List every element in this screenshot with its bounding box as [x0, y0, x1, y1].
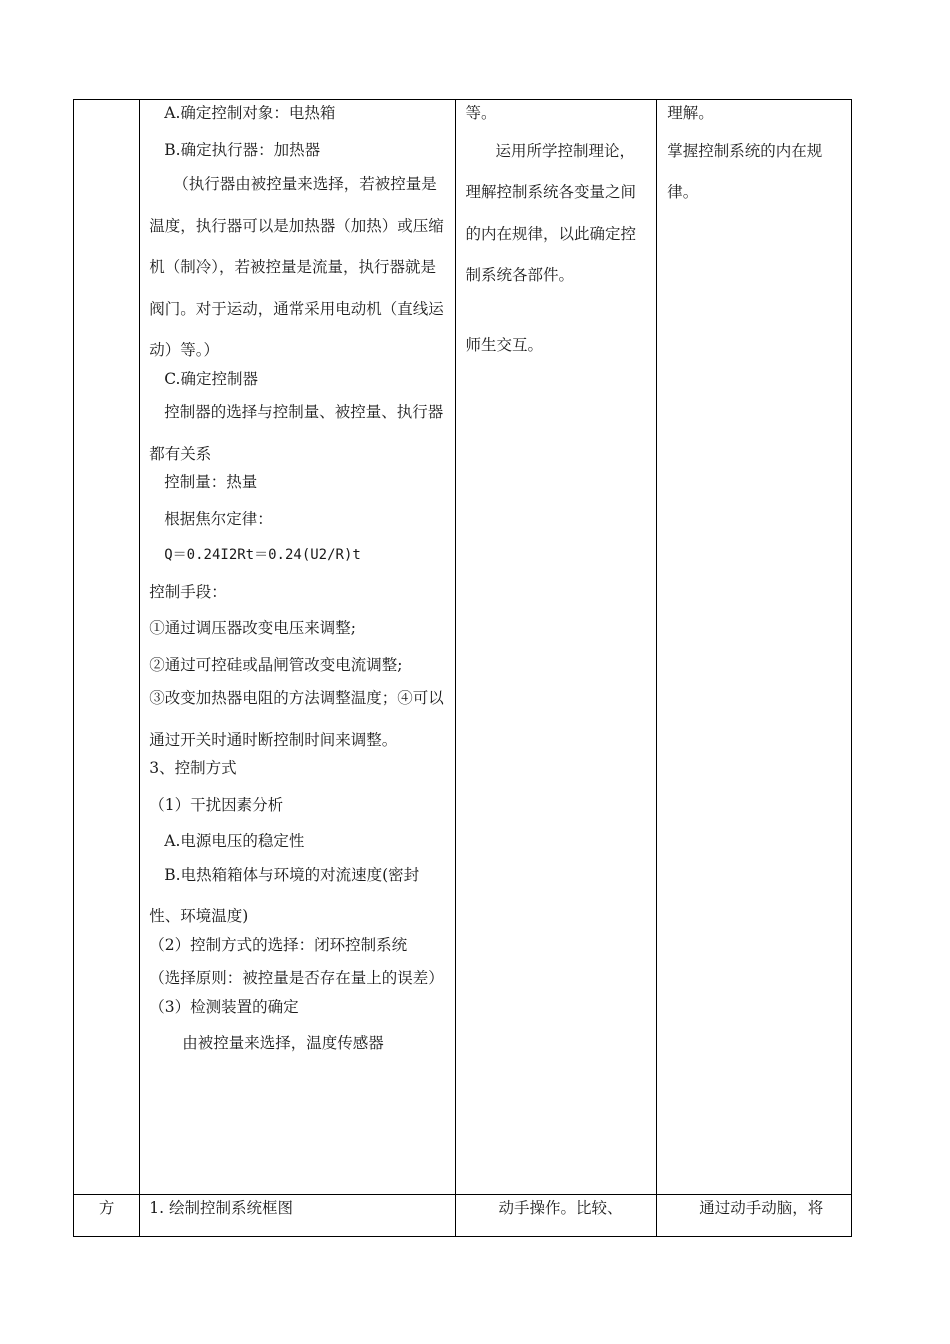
text-paragraph: 运用所学控制理论，理解控制系统各变量之间的内在规律，以此确定控制系统各部件。: [465, 141, 636, 284]
cell-activity: [456, 100, 657, 1195]
cell-goal: [657, 100, 852, 1195]
cell-activity: 动手操作。比较、: [456, 1195, 657, 1237]
text-line: 由被控量来选择，温度传感器: [182, 1034, 384, 1052]
section-heading: 3、控制方式: [149, 759, 237, 777]
cell-content: [140, 100, 456, 1195]
text-line: 控制量：热量: [164, 473, 258, 491]
text-line: 理解。: [667, 104, 714, 122]
text-paragraph: B.电热箱箱体与环境的对流速度(密封性、环境温度): [149, 865, 420, 925]
text-line: （3）检测装置的确定: [149, 997, 299, 1016]
text-line: 根据焦尔定律：: [164, 509, 273, 528]
cell-goal: 通过动手动脑，将: [657, 1195, 852, 1237]
text-line: （2）控制方式的选择：闭环控制系统: [149, 935, 408, 954]
text-line: 控制手段：: [149, 582, 227, 601]
text-paragraph: （执行器由被控量来选择，若被控量是温度，执行器可以是加热器（加热）或压缩机（制冷），若被控量是流量，执行器就是阀门。对于运动，通常采用电动机（直线运动）等。）: [149, 175, 444, 359]
text-paragraph: 掌握控制系统的内在规律。: [667, 141, 823, 201]
text-line: ①通过调压器改变电压来调整;: [149, 619, 356, 637]
text-paragraph: （选择原则：被控量是否存在量上的误差）: [149, 969, 444, 987]
text-line: B.确定执行器：加热器: [164, 140, 321, 159]
text-line: A.确定控制对象：电热箱: [164, 104, 336, 122]
text-line: ②通过可控硅或晶闸管改变电流调整;: [149, 655, 403, 674]
text-line: A.电源电压的稳定性: [164, 832, 305, 850]
table-row: [74, 1195, 852, 1237]
text-paragraph: 控制器的选择与控制量、被控量、执行器都有关系: [149, 403, 444, 463]
cell-section-label: [74, 100, 140, 1195]
text-line: （1）干扰因素分析: [149, 795, 284, 814]
text-line: 师生交互。: [465, 335, 543, 354]
table-row: [74, 100, 852, 1195]
lesson-plan-table: [73, 99, 852, 1237]
text-paragraph: ③改变加热器电阻的方法调整温度；④可以通过开关时通时断控制时间来调整。: [149, 689, 444, 749]
text-line: C.确定控制器: [164, 369, 258, 388]
formula-line: Q＝0.24I2Rt＝0.24(U2/R)t: [164, 547, 361, 563]
cell-section-label: 方: [74, 1195, 140, 1237]
text-line: 等。: [465, 104, 497, 122]
cell-content: 1. 绘制控制系统框图: [140, 1195, 456, 1237]
